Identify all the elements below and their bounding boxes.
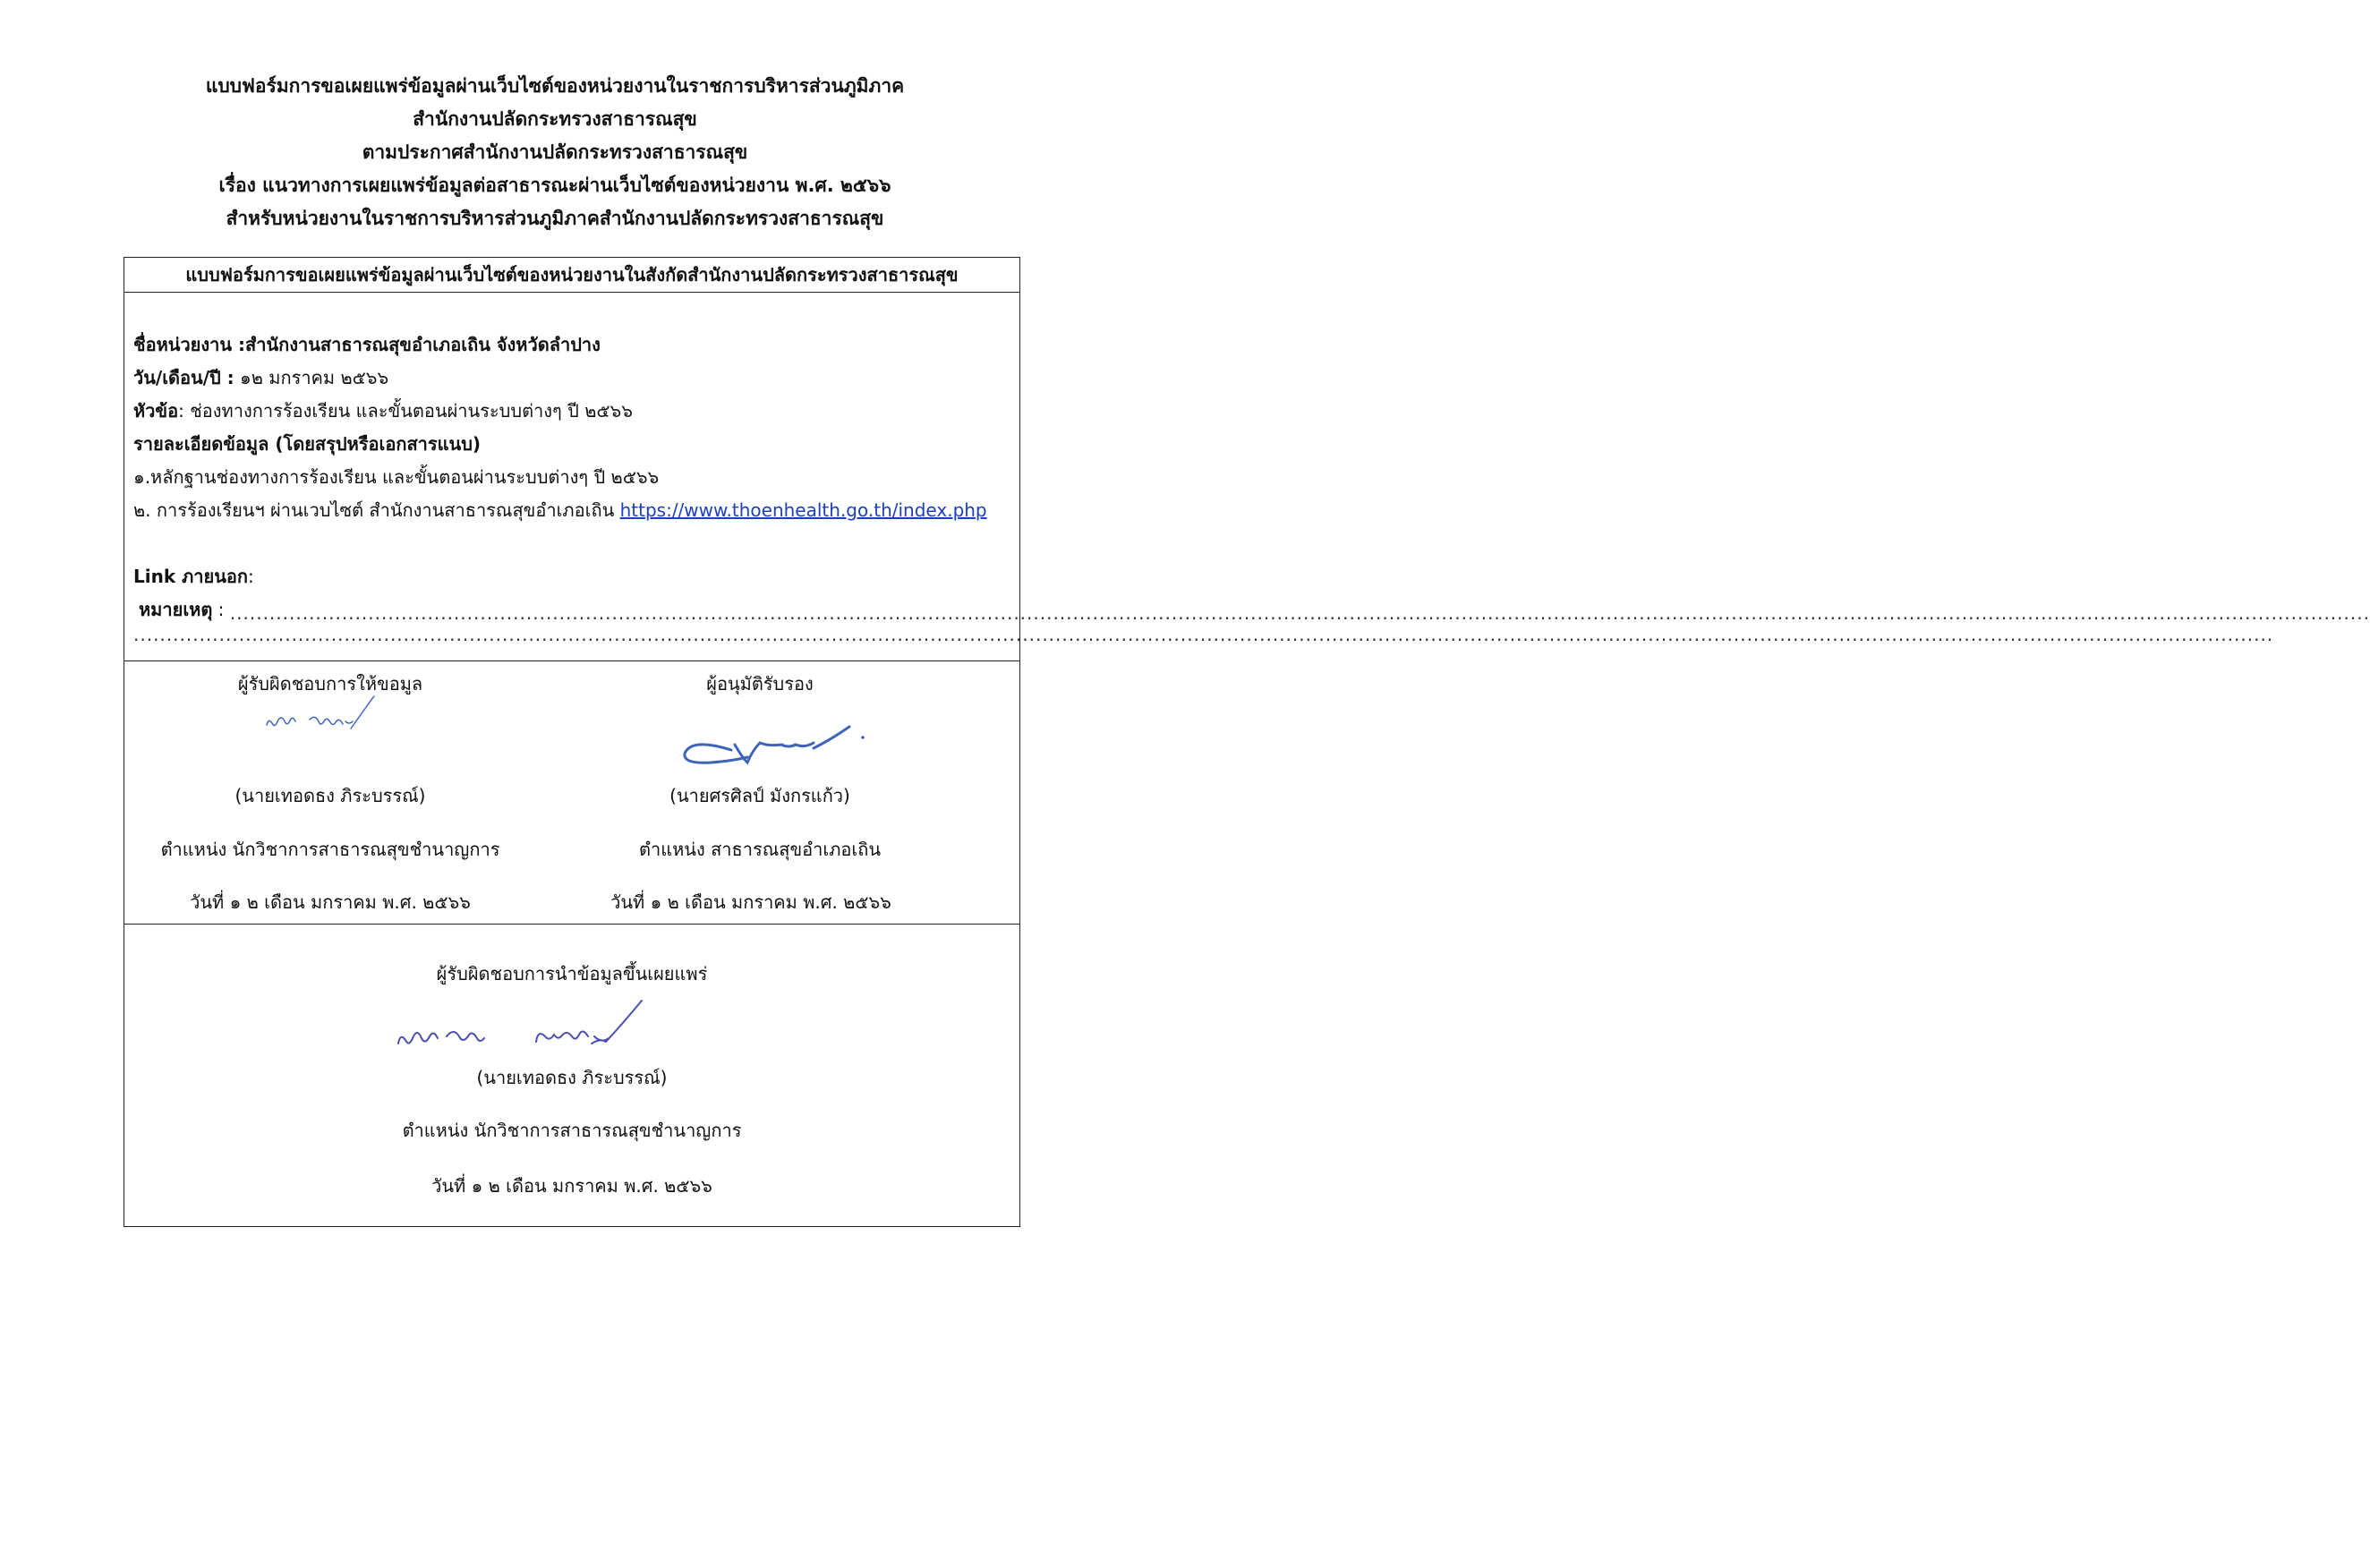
topic-value: : ช่องทางการร้องเรียน และขั้นตอนผ่านระบบต่างๆ ปี ๒๕๖๖: [178, 400, 633, 422]
unit-value: สำนักงานสาธารณสุขอำเภอเถิน จังหวัดลำปาง: [245, 334, 601, 355]
publisher-signature: [393, 997, 679, 1060]
topic-label: หัวข้อ: [133, 400, 179, 422]
topic-row: [133, 396, 633, 425]
form-title: แบบฟอร์มการขอเผยแพร่ข้อมูลผ่านเว็บไซต์ของหน่วยงานในสังกัดสำนักงานปลัดกระทรวงสาธารณสุข: [124, 258, 1019, 293]
date-row: [133, 363, 388, 392]
publisher-name: (นายเทอดธง ภิระบรรณ์): [476, 1067, 668, 1088]
document-header: [0, 70, 1110, 235]
header-line-2: สำนักงานปลัดกระทรวงสาธารณสุข: [413, 108, 697, 130]
external-link-label: Link ภายนอก: [133, 566, 249, 587]
note-continuation-row: [133, 624, 2274, 645]
right-position: ตำแหน่ง สาธารณสุขอำเภอเถิน: [638, 839, 882, 860]
signature-dot: [861, 736, 865, 739]
external-link-colon: :: [248, 566, 254, 587]
right-name: (นายศรศิลป์ มังกรแก้ว): [669, 785, 850, 806]
header-line-5: สำหรับหน่วยงานในราชการบริหารส่วนภูมิภาคสำนักงานปลัดกระทรวงสาธารณสุข: [226, 208, 884, 229]
publisher-position: ตำแหน่ง นักวิชาการสาธารณสุขชำนาญการ: [402, 1120, 742, 1141]
publisher-section: [124, 924, 1019, 1226]
date-label: วัน/เดือน/ปี :: [133, 367, 234, 388]
publisher-role: ผู้รับผิดชอบการนำข้อมูลขึ้นเผยแพร่: [436, 963, 708, 984]
note-dotted-line-2: .....................................................................................................................................................................................................................................................................................................................................: [133, 624, 2274, 645]
note-label: หมายเหตุ: [139, 599, 213, 620]
unit-row: [133, 330, 601, 359]
left-signature: [263, 695, 388, 739]
left-position: ตำแหน่ง นักวิชาการสาธารณสุขชำนาญการ: [160, 839, 500, 860]
publication-form: [124, 257, 2370, 1227]
header-line-1: แบบฟอร์มการขอเผยแพร่ข้อมูลผ่านเว็บไซต์ของหน่วยงานในราชการบริหารส่วนภูมิภาค: [205, 75, 905, 97]
form-info-section: [124, 292, 2370, 661]
left-name: (นายเทอดธง ภิระบรรณ์): [234, 785, 426, 806]
right-date: วันที่ ๑ ๒ เดือน มกราคม พ.ศ. ๒๕๖๖: [610, 891, 891, 913]
note-dotted-line: .....................................................................................................................................................................................................................................................................................................................................: [229, 602, 2370, 624]
right-role: ผู้อนุมัติรับรอง: [706, 673, 814, 695]
left-role: ผู้รับผิดชอบการให้ขอมูล: [237, 673, 423, 695]
external-link-row: [133, 562, 254, 591]
approval-section: [124, 660, 1019, 925]
publisher-date: วันที่ ๑ ๒ เดือน มกราคม พ.ศ. ๒๕๖๖: [431, 1175, 712, 1197]
detail-item-2: [133, 496, 987, 524]
unit-label: ชื่อหน่วยงาน :: [133, 334, 246, 355]
website-link[interactable]: https://www.thoenhealth.go.th/index.php: [619, 499, 987, 521]
note-colon: :: [212, 599, 230, 620]
details-label: รายละเอียดข้อมูล (โดยสรุปหรือเอกสารแนบ): [133, 433, 482, 455]
header-line-4: เรื่อง แนวทางการเผยแพร่ข้อมูลต่อสาธารณะผ่านเว็บไซต์ของหน่วยงาน พ.ศ. ๒๕๖๖: [218, 175, 891, 196]
note-row: [139, 595, 2370, 624]
header-line-3: ตามประกาศสำนักงานปลัดกระทรวงสาธารณสุข: [362, 141, 748, 163]
date-value: ๑๒ มกราคม ๒๕๖๖: [234, 367, 389, 388]
right-signature: [679, 721, 885, 775]
left-date: วันที่ ๑ ๒ เดือน มกราคม พ.ศ. ๒๕๖๖: [190, 891, 471, 913]
detail-item-1: ๑.หลักฐานช่องทางการร้องเรียน และขั้นตอนผ่านระบบต่างๆ ปี ๒๕๖๖: [133, 466, 660, 488]
detail-item-2-text: ๒. การร้องเรียนฯ ผ่านเวบไซต์ สำนักงานสาธารณสุขอำเภอเถิน: [133, 499, 620, 521]
